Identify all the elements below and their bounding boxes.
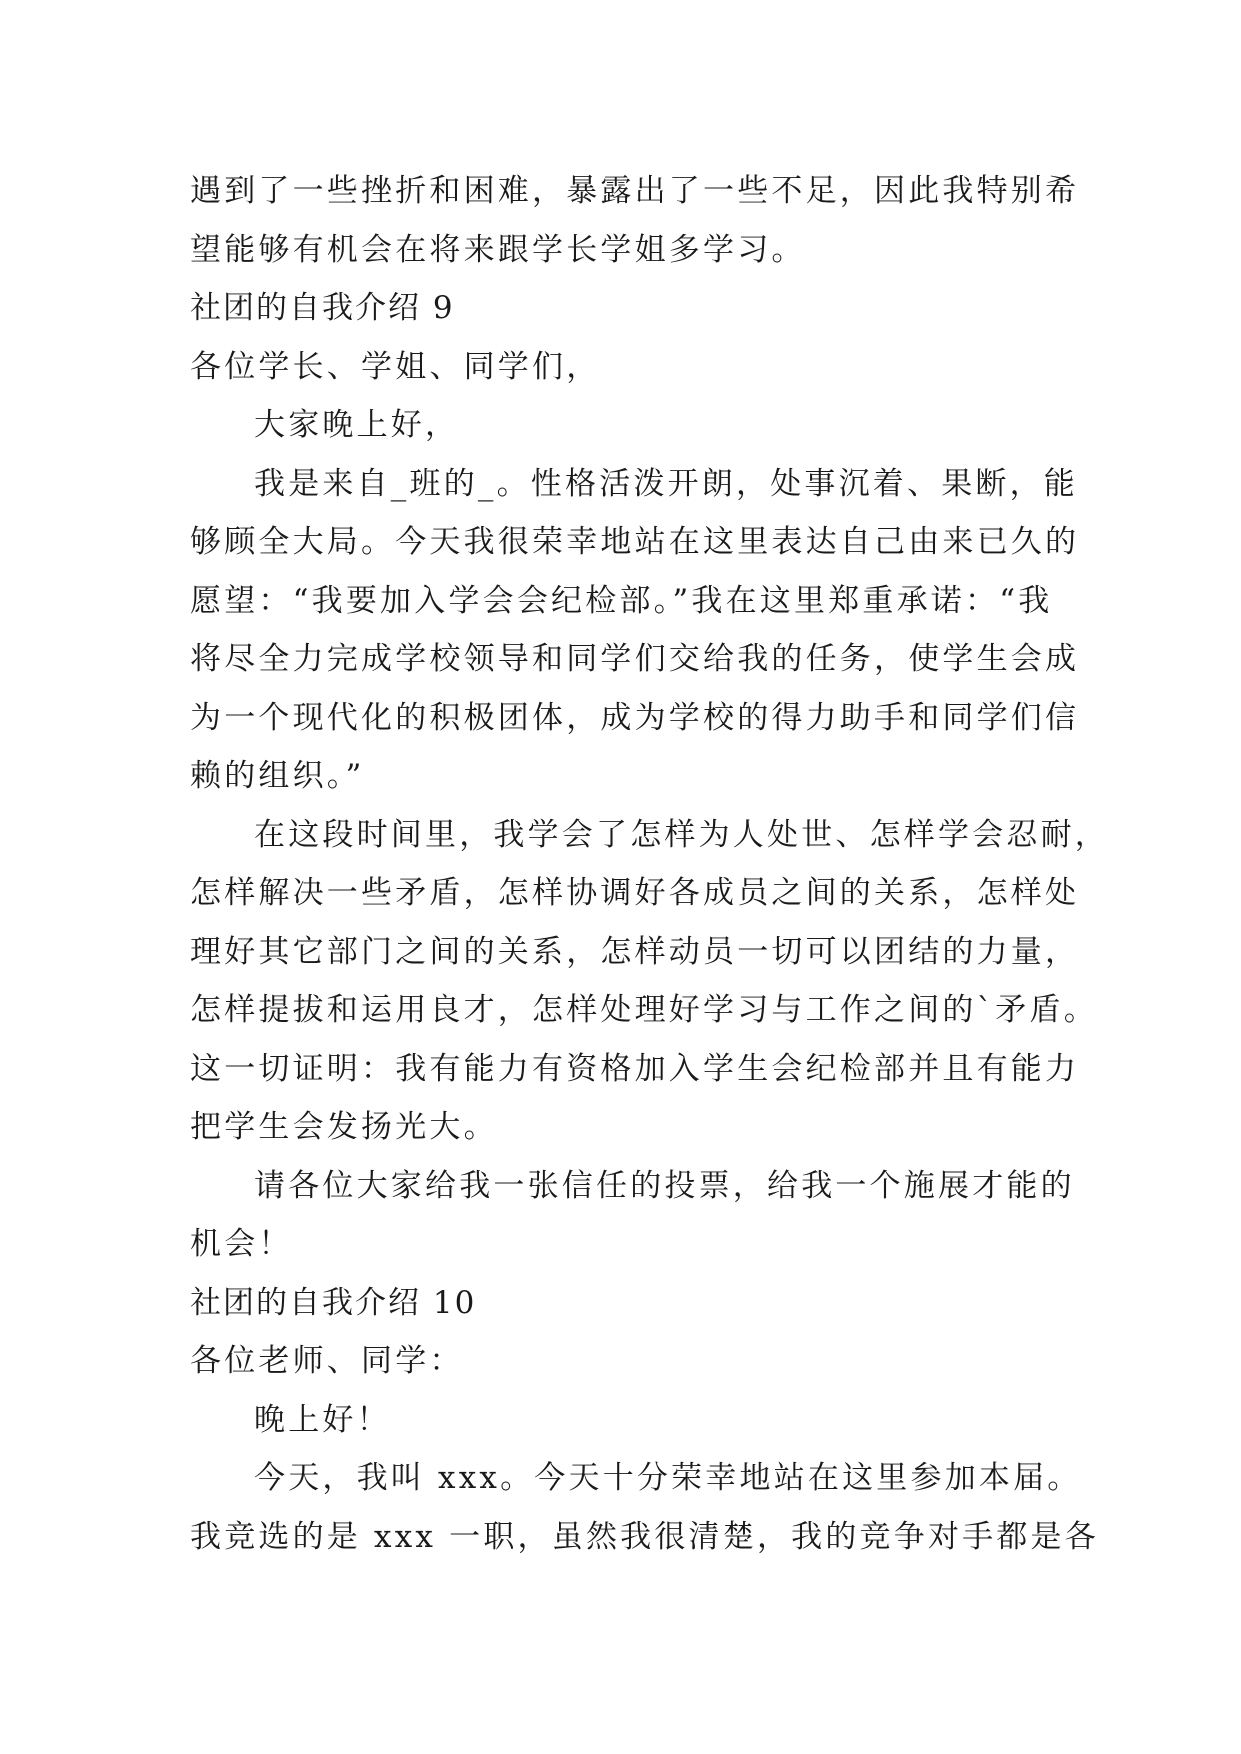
paragraph-start-line: 请各位大家给我一张信任的投票，给我一个施展才能的 (254, 1167, 1075, 1204)
greeting-line: 大家晚上好， (254, 407, 460, 443)
text-line: 够顾全大局。今天我很荣幸地站在这里表达自己由来已久的 (190, 524, 1080, 560)
paragraph-start-line: 今天，我叫 xxx。今天十分荣幸地站在这里参加本届。 (254, 1460, 1082, 1496)
text-line: 这一切证明：我有能力有资格加入学生会纪检部并且有能力 (190, 1050, 1080, 1087)
text-line: 把学生会发扬光大。 (190, 1109, 498, 1145)
text-line: 我竞选的是 xxx 一职，虽然我很清楚，我的竞争对手都是各 (190, 1518, 1099, 1555)
text-line: 将尽全力完成学校领导和同学们交给我的任务，使学生会成 (190, 641, 1080, 677)
paragraph-start-line: 在这段时间里，我学会了怎样为人处世、怎样学会忍耐， (254, 816, 1109, 853)
text-line: 怎样解决一些矛盾，怎样协调好各成员之间的关系，怎样处 (190, 875, 1080, 911)
text-line: 为一个现代化的积极团体，成为学校的得力助手和同学们信 (190, 699, 1080, 736)
document-page (190, 162, 1109, 1566)
text-line: 理好其它部门之间的关系，怎样动员一切可以团结的力量， (190, 933, 1080, 970)
text-line: 愿望：“我要加入学会会纪检部。”我在这里郑重承诺：“我 (190, 582, 1053, 619)
section-heading: 社团的自我介绍 9 (190, 290, 455, 326)
paragraph-start-line: 我是来自_班的_。性格活泼开朗，处事沉着、果断，能 (254, 465, 1078, 502)
text-line: 机会！ (190, 1226, 293, 1262)
salutation-line: 各位老师、同学： (190, 1343, 464, 1379)
text-line: 怎样提拔和运用良才，怎样处理好学习与工作之间的`矛盾。 (190, 992, 1098, 1028)
section-heading: 社团的自我介绍 10 (190, 1284, 477, 1321)
text-line: 望能够有机会在将来跟学长学姐多学习。 (190, 231, 806, 268)
text-line: 遇到了一些挫折和困难，暴露出了一些不足，因此我特别希 (190, 173, 1080, 209)
salutation-line: 各位学长、学姐、同学们， (190, 348, 601, 385)
text-line: 赖的组织。” (190, 758, 365, 794)
greeting-line: 晚上好！ (254, 1401, 391, 1438)
